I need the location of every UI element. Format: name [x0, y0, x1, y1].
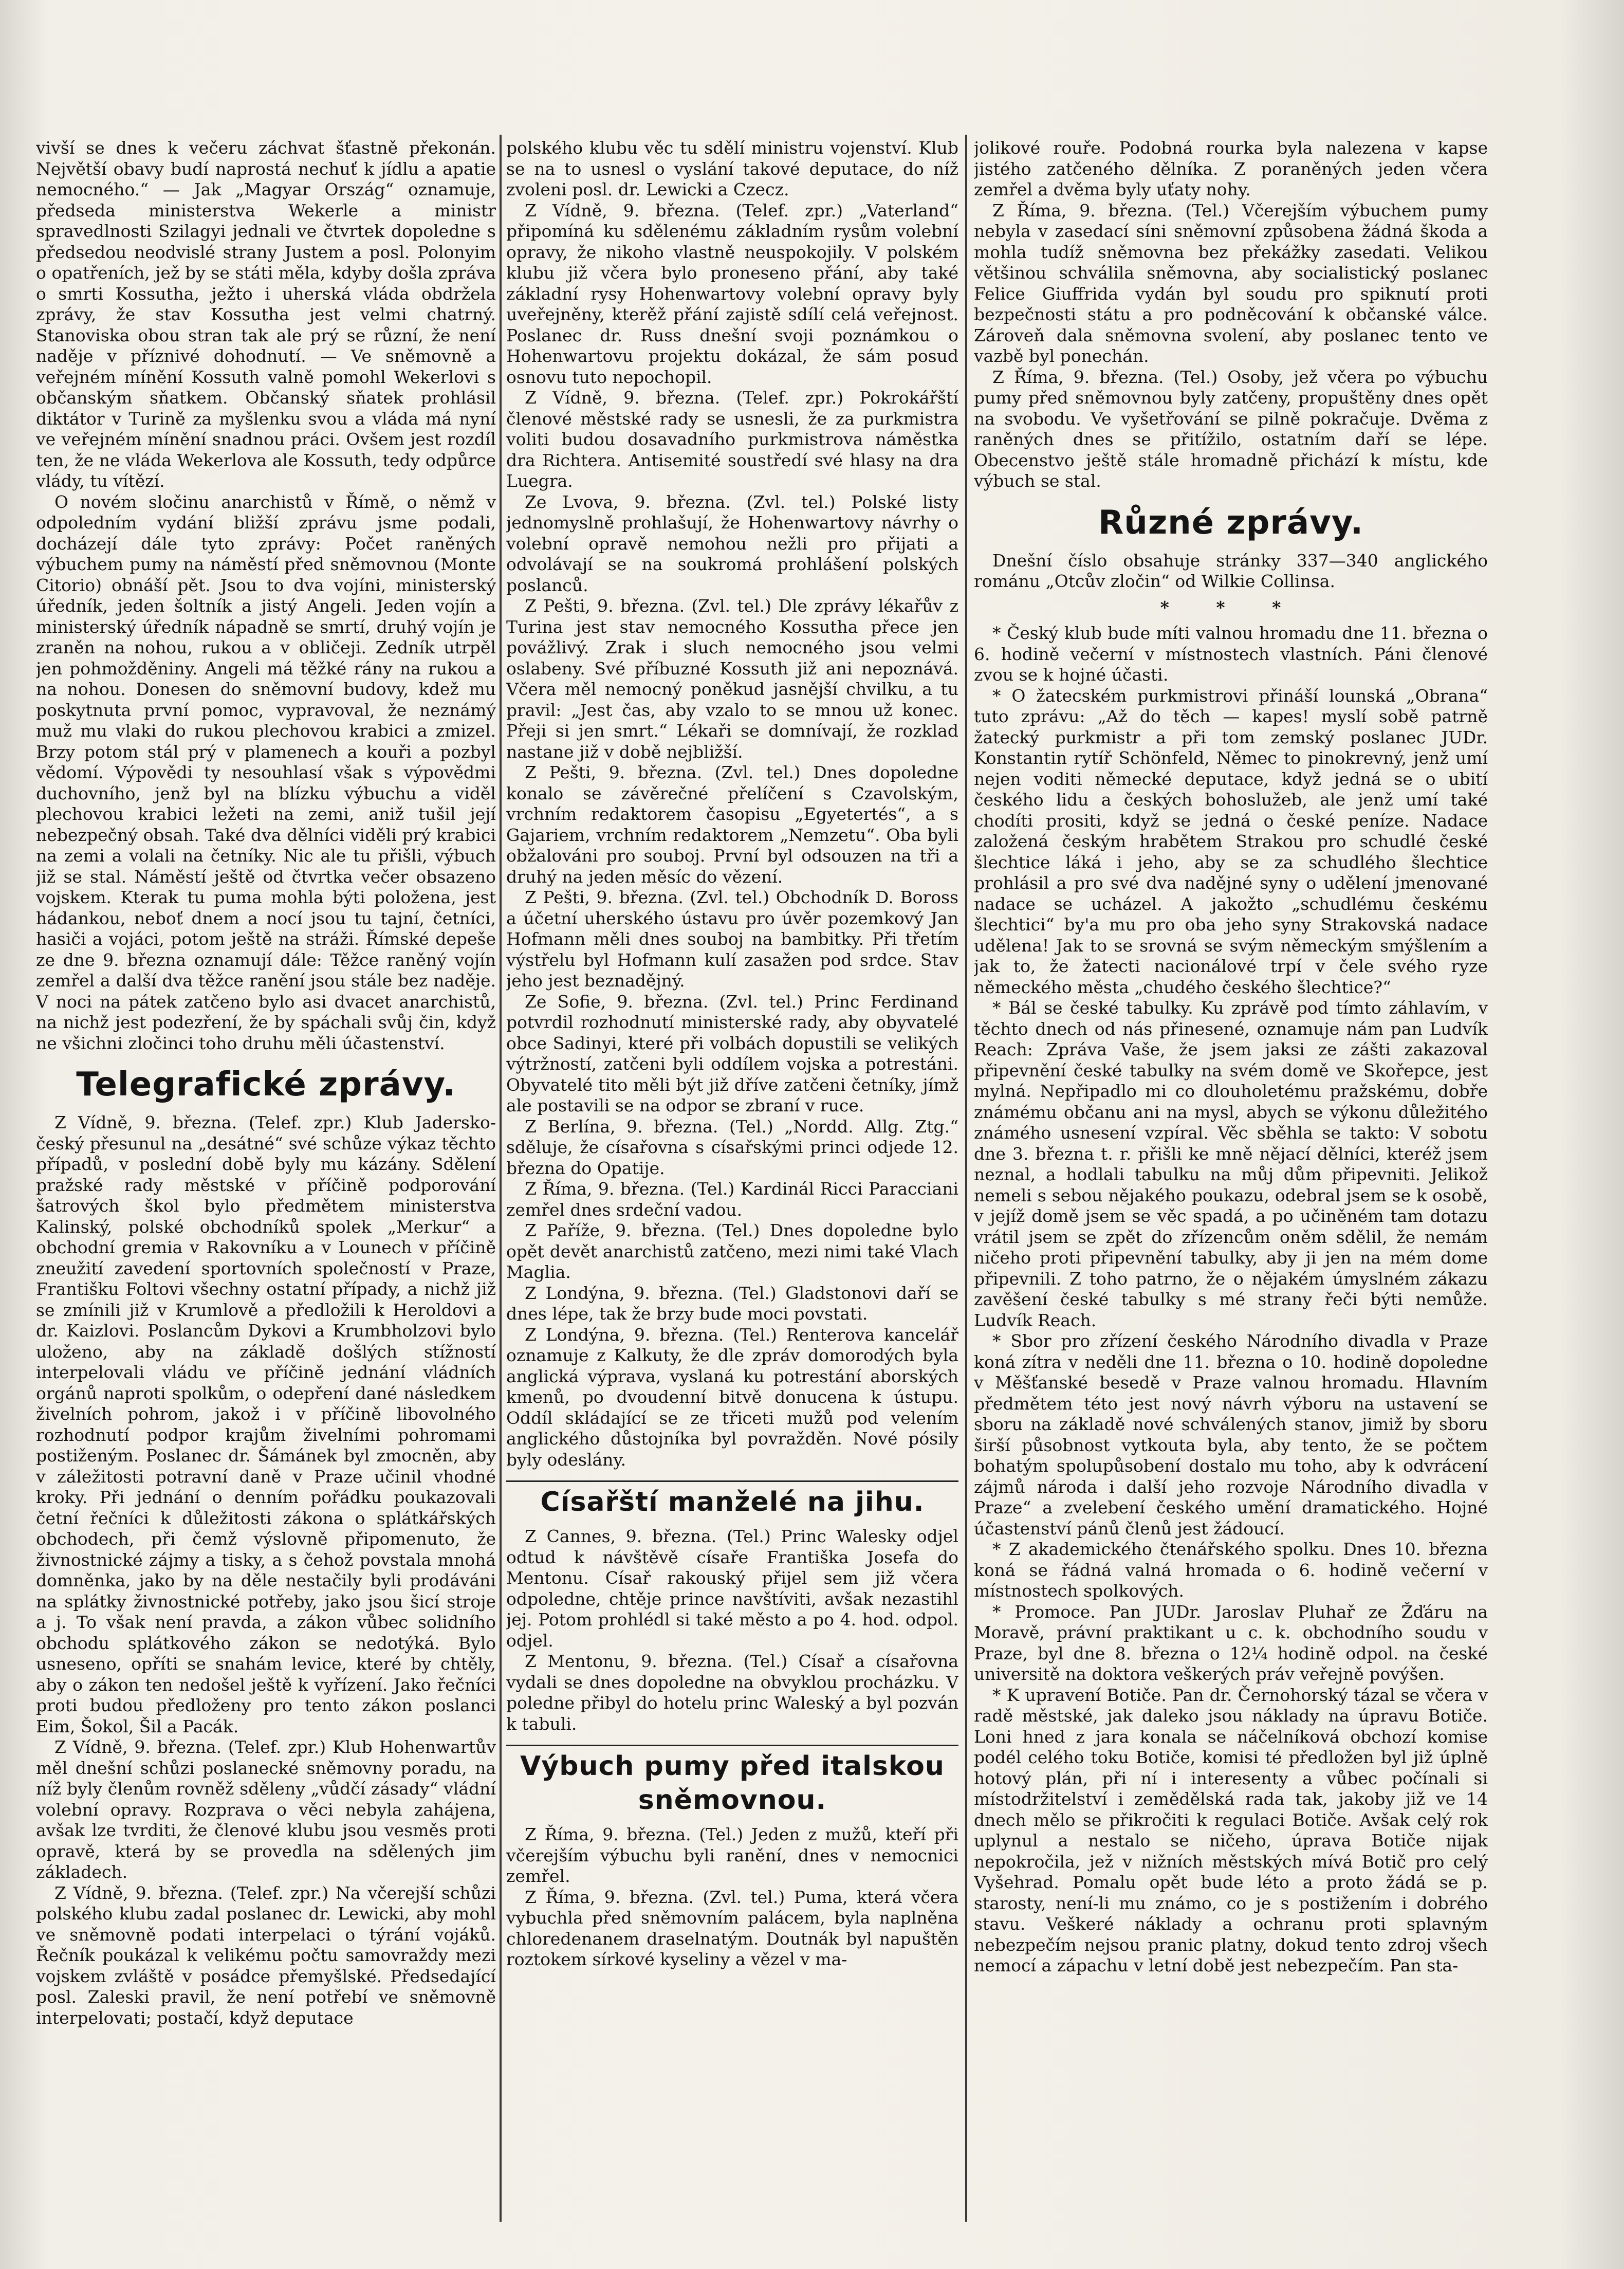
telegram-rome-1: Z Říma, 9. března. (Tel.) Jeden z mužů, kteří při včerejším výbuchu byli ranění, dnes v nemocnici zemřel. — [506, 1824, 958, 1886]
article-rome-anarchists: O novém sločinu anarchistů v Římě, o němž v odpoledním vydání bližší zprávu jsme podali, docházejí dále tyto zprávy: Počet raněných výbuchem pumy na náměstí před sněmovnou (Monte Citorio) obnáší pět. Jsou to dva vojíni, ministerský úředník, jeden šoltník a jistý Angeli. Jeden vojín a ministerský úředník nápadně se smrtí, druhý vojín je zraněn na nohou, rukou a v obličeji. Zedník utrpěl jen pohmožděniny. Angeli má těžké rány na rukou a na nohou. Donesen do sněmovní budovy, kdež mu poskytnuta první pomoc, vypravoval, že neznámý muž mu vlaki do rukou plechovou krabici a zmizel. Brzy potom stál prý v plamenech a kouři a pozbyl vědomí. Výpovědi ty nesouhlasí však s výpovědmi duchovního, jenž byl na blízku výbuchu a viděl plechovou krabici ležeti na zemi, aniž tušil její nebezpečný obsah. Také dva dělníci viděli prý krabici na zemi a volali na četníky. Nic ale tu přišli, výbuch již se stal. Náměstí ještě od čtvrtka večer obsazeno vojskem. Kterak tu puma mohla býti položena, jest hádankou, neboť dnem a nocí jsou tu tajní, četníci, hasiči a vojáci, potom ještě na stráži. Římské depeše ze dne 9. března oznamují dále: Těžce raněný vojín zemřel a další dva těžce ranění jsou stále bez naděje. V noci na pátek zatčeno bylo asi dvacet anarchistů, na nichž jest podezření, že by spáchali svůj čin, když ne všichni zločinci toho druhu měli účastenství. — [36, 491, 496, 1053]
telegram-rome-cardinal: Z Říma, 9. března. (Tel.) Kardinál Ricci Paracciani zemřel dnes srdeční vadou. — [506, 1179, 958, 1220]
telegram-cannes: Z Cannes, 9. března. (Tel.) Princ Walesky odjel odtud k návštěvě císaře Františka Josefa do Mentonu. Císař rakouský přijel sem již včera odpoledne, chtěje prince navštíviti, avšak nezastihl jej. Potom prohlédl si také město a po 4. hod. odpol. odjel. — [506, 1526, 958, 1651]
telegram-rome-2: Z Říma, 9. března. (Zvl. tel.) Puma, která včera vybuchla před sněmovním palácem, byla naplněna chloredenanem draselnatým. Doutnák byl napuštěn roztokem sírkové kyseliny a vězel v ma- — [506, 1887, 958, 1969]
column-1 — [36, 138, 496, 2220]
telegram-continued: polského klubu věc tu sdělí ministru vojenství. Klub se na to usnesl o vyslání takové deputace, do níž zvoleni posl. dr. Lewicki a Czecz. — [506, 138, 958, 199]
telegram-pest-1: Z Pešti, 9. března. (Zvl. tel.) Dle zprávy lékařův z Turina jest stav nemocného Kossutha přece jen povážlivý. Zrak i sluch nemocného jsou velmi oslabeny. Své příbuzné Kossuth již ani nepoznává. Včera měl nemocný poněkud jasnější chvilku, a tu pravil: „Jest čas, aby vzalo to se mnou už konec. Přeji si jen smrt.“ Lékaři se domnívají, že rozklad nastane již v době nejbližší. — [506, 596, 958, 762]
column-rule-right — [965, 135, 967, 2222]
news-botic: * K upravení Botiče. Pan dr. Černohorský tázal se včera v radě městské, jak daleko jsou náklady na úpravu Botiče. Loni hned z jara konala se náčelníková obchozí komise podél celého toku Botiče, komisi té předložen byl již úplně hotový plán, při ní i interesenty a vůbec počínali si místodržitelství i zemědělská rada tak, jakoby již ve 14 dnech mělo se přikročiti k regulaci Botiče. Avšak celý rok uplynul a nestalo se ničeho, úprava Botiče nijak nepokročila, jež v nižních městských mívá Botič pro celý Vyšehrad. Pomalu opět bude léto a proto žádá se p. starosty, není-li mu známo, co je s postižením i dobrého stavu. Veškeré náklady a ochranu proti splavným nebezpečím nejsou pranic platny, dokud tento zdroj všech nemocí a zápachu v letní době jest nebezpečím. Pan sta- — [974, 1685, 1488, 1975]
article-kossuth-continued: vivší se dnes k večeru záchvat šťastně překonán. Největší obavy budí naprostá nechuť k jídlu a apatie nemocného.“ — Jak „Magyar Ország“ oznamuje, předseda ministerstva Wekerle a ministr spravedlnosti Szilagyi jednali ve čtvrtek dopoledne s předsedou neodvislé strany Justem a posl. Polonyim o opatřeních, jež by se státi měla, kdyby došla zpráva o smrti Kossutha, ježto i uherská vláda obdržela zprávy, že stav Kossutha jest velmi chatrný. Stanoviska obou stran tak ale prý se různí, že není naděje v příznivé dohodnutí. — Ve sněmovně a veřejném mínění Kossuth valně pomohl Wekerlovi s občanským sňatkem. Občanský sňatek prohlásil diktátor v Turině za myšlenku svou a vláda má nyní ve veřejném mínění snadnou práci. Ovšem jest rozdíl ten, že ne vláda Wekerlova ale Kossuth, tedy odpůrce vlády, tu vítězí. — [36, 138, 496, 491]
telegram-vienna-1: Z Vídně, 9. března. (Telef. zpr.) Klub Jadersko-český přesunul na „desátné“ své schůze výkaz těchto případů, v poslední době byly mu kázány. Sdělení pražské rady městské v příčině podporování šatrových škol bylo předmětem ministerstva Kalinský, polské obchodníků spolek „Merkur“ a obchodní gremia v Rakovníku a v Lounech v příčině zneužití zavedení sportovních společností v Praze, Františku Foltovi všechny ostatní případy, a nichž již se zmínili již v Krumlově a předložili k Heroldovi a dr. Kaizlovi. Poslancům Dykovi a Krumbholzovi bylo uloženo, aby na základě došlých stížností interpelovali vládu ve příčině jednání vládních orgánů naproti spolkům, o odepření dané následkem živelních pohrom, jakož i v příčině libovolného rozhodnutí podpor krajům živelními pohromami postiženým. Poslanec dr. Šámánek byl zmocněn, aby v záležitosti potravní daně v Praze učinil vhodné kroky. Při jednání o denním pořádku poukazovali četní řečníci k důležitosti zákona o splátkářských obchodech, při čemž výslovně připomenuto, že živnostnické zájmy a tisky, a s čehož povstala mnohá domněnka, jako by na děle nestačily byli prodáváni na splátky živnostnické potřeby, jako jsou šicí stroje a j. To však není pravda, a zákon vůbec solidního obchodu splátkového zákon se nedotýká. Bylo usneseno, opříti se snahám levice, které by chtěly, aby o zákon ten nedošel ještě k vyřízení. Jako řečníci proti budou předloženy pro tento zákon poslanci Eim, Šokol, Šil a Pacák. — [36, 1112, 496, 1736]
telegram-london-2: Z Londýna, 9. března. (Tel.) Renterova kancelář oznamuje z Kalkuty, že dle zpráv domorodých byla anglická výprava, vyslaná ku potrestání aborských kmenů, po dvoudenní bitvě donucena k ústupu. Oddíl skládající se ze třiceti mužů pod velením anglického důstojníka byl povražděn. Nové pósily byly odeslány. — [506, 1324, 958, 1470]
page-edge-marks — [0, 10, 1624, 62]
telegram-paris: Z Paříže, 9. března. (Tel.) Dnes dopoledne bylo opět devět anarchistů zatčeno, mezi nimi také Vlach Maglia. — [506, 1220, 958, 1282]
news-promotion: * Promoce. Pan JUDr. Jaroslav Pluhař ze Žďáru na Moravě, právní praktikant u c. k. obchodního soudu v Praze, byl dne 8. března o 12¼ hodině odpol. na české universitě na doktora veškerých práv veřejně povýšen. — [974, 1601, 1488, 1684]
telegram-rome-arrests: Z Říma, 9. března. (Tel.) Osoby, jež včera po výbuchu pumy před sněmovnou byly zatčeny, propuštěny dnes opět na svobodu. Ve vyšetřování se pilně pokračuje. Dvěma z raněných dnes se přitížilo, ostatním daří se lépe. Obecenstvo ještě stále hromadně přichází k místu, kde výbuch se stal. — [974, 367, 1488, 491]
telegram-sofia: Ze Sofie, 9. března. (Zvl. tel.) Princ Ferdinand potvrdil rozhodnutí ministerské rady, aby obyvatelé obce Sadinyi, které při volbách dopustili se velikých výtržností, zatčeni byli oddílem vojska a potrestáni. Obyvatelé tito měli být již dříve zatčeni četníky, jímž ale postavili se na odpor se zbraní v ruce. — [506, 991, 958, 1115]
news-cesky-klub: * Český klub bude míti valnou hromadu dne 11. března o 6. hodině večerní v místnostech vlastních. Páni členové zvou se k hojné účasti. — [974, 623, 1488, 685]
telegram-pest-2: Z Pešti, 9. března. (Zvl. tel.) Dnes dopoledne konalo se závěrečné přelíčení s Czavolským, vrchním redaktorem časopisu „Egyetertés“, a s Gajariem, vrchním redaktorem „Nemzetu“. Oba byli obžalováni pro souboj. První byl odsouzen na tři a druhý na jeden měsíc do vězení. — [506, 762, 958, 887]
telegram-vienna-2: Z Vídně, 9. března. (Telef. zpr.) Klub Hohenwartův měl dnešní schůzi poslanecké sněmovny poradu, na níž byly členům rovněž sděleny „vůdčí zásady“ vládní volební opravy. Rozprava o věci nebyla zahájena, avšak lze tvrditi, že členové klubu jsou vesměs proti opravě, která by se provedla na sdělených jim základech. — [36, 1737, 496, 1882]
telegram-london-1: Z Londýna, 9. března. (Tel.) Gladstonovi daří se dnes lépe, tak že brzy bude moci povstati. — [506, 1283, 958, 1324]
telegram-menton: Z Mentonu, 9. března. (Tel.) Císař a císařovna vydali se dnes dopoledne na obvyklou procházku. V poledne přibyl do hotelu princ Waleský a byl pozván k tabuli. — [506, 1651, 958, 1734]
column-3 — [974, 138, 1488, 2220]
news-czech-sign: * Bál se české tabulky. Ku zprávě pod tímto záhlavím, v těchto dnech od nás přinesené, oznamuje nám pan Ludvík Reach: Zpráva Vaše, že jsem jaksi ze zášti zakazoval připevnění české tabulky na svém domě ve Skořepce, jest mylná. Nepřipadlo mi co dlouholetému pražskému, dobře známému občanu ani na mysl, abych se výkonu důležitého známého usnesení vzpíral. Věc sběhla se takto: V sobotu dne 3. března t. r. přišli ke mně nějací dělníci, kteréž jsem neznal, a hodlali tabulku na můj dům připevniti. Jelikož nemeli s sebou nějakého poukazu, odebral jsem se k osobě, v jejíž domě jsem se věc spadá, a po učiněném tam dotazu vrátil jsem se zpět do zřízencům oněm sdělil, že nemám ničeho proti připevnění tabulky, aby ji jen na mém dome připevnili. Z toho patrno, že o nějakém úmyslném zákazu zavěšení české tabulky s mé strany řeči býti nemůže. Ludvík Reach. — [974, 998, 1488, 1330]
telegram-vienna-council: Z Vídně, 9. března. (Telef. zpr.) Pokrokářští členové městské rady se usnesli, že za purkmistra voliti budou dosavadního purkmistrova náměstka dra Richtera. Antisemité soustředí své hlasy na dra Luegra. — [506, 388, 958, 491]
section-title-imperial-couple: Císařští manželé na jihu. — [506, 1480, 958, 1519]
novel-notice: Dnešní číslo obsahuje stránky 337—340 anglického románu „Otcův zločin“ od Wilkie Collinsa. — [974, 550, 1488, 591]
telegram-lvov: Ze Lvova, 9. března. (Zvl. tel.) Polské listy jednomyslně prohlašují, že Hohenwartovy návrhy o volební opravě nemohou nežli pro přijati a odvolávají se na soukromá prohlášení polských poslanců. — [506, 491, 958, 595]
telegram-berlin: Z Berlína, 9. března. (Tel.) „Nordd. Allg. Ztg.“ sděluje, že císařovna s císařskými princi odjede 12. března do Opatije. — [506, 1116, 958, 1178]
telegram-vienna-vaterland: Z Vídně, 9. března. (Telef. zpr.) „Vaterland“ připomíná ku sdělenému základním rysům volební opravy, že nikoho vlastně neuspokojily. V polském klubu již včera bylo proneseno přání, aby také základní rysy Hohenwartovy volební opravy byly uveřejněny, kterěž přání zajistě sdílí celá veřejnost. Poslanec dr. Russ dnešní svoji poznámkou o Hohenwartovu projektu dokázal, že sám posud osnovu tuto nepochopil. — [506, 200, 958, 387]
section-title-ruzne: Různé zprávy. — [1098, 503, 1364, 542]
telegram-rome-chamber: Z Říma, 9. března. (Tel.) Včerejším výbuchem pumy nebyla v zasedací síni sněmovní způsobena žádná škoda a mohla tudíž sněmovna bez překážky zasedati. Velikou většinou schválila sněmovna, aby socialistický poslanec Felice Giuffrida vydán byl soudu pro spiknutí proti bezpečnosti státu a pro podněcování k občanské válce. Zároveň dala sněmovna svolení, aby poslanec tento ve vazbě byl ponechán. — [974, 200, 1488, 366]
section-title-telegrafy: Telegrafické zprávy. — [76, 1066, 456, 1104]
section-title-bomb: Výbuch pumy před italskou sněmovnou. — [506, 1745, 958, 1817]
telegram-vienna-3: Z Vídně, 9. března. (Telef. zpr.) Na včerejší schůzi polského klubu zadal poslanec dr. Lewicki, aby mohl ve sněmovně podati interpelaci o týrání vojáků. Řečník poukázal k velikému počtu samovraždy mezi vojskem zvláště v posádce přemyšlské. Předsedající posl. Zaleski pravil, že není potřebí ve sněmovně interpelovati; postačí, když deputace — [36, 1882, 496, 2028]
column-rule-left — [500, 135, 502, 2222]
news-reading-club: * Z akademického čtenářského spolku. Dnes 10. března koná se řádná valná hromada o 6. hodině večerní v místnostech spolkových. — [974, 1539, 1488, 1601]
news-national-theatre: * Sbor pro zřízení českého Národního divadla v Praze koná zítra v neděli dne 11. března o 10. hodině dopoledne v Měšťanské besedě v Praze valnou hromadu. Hlavním předmětem této jest nový návrh výboru na ustavení se sboru na základě nové schválených stanov, jimiž by sboru širší působnost vytkouta byla, aby tento, že se počtem bohatým spolupůsobení dostalo mu toho, aby k odvrácení zájmů národa i další jeho rozvoje Národního divadla v Praze“ a zvelebení českého umění dramatického. Hojné účastenství pánů členů jest žádoucí. — [974, 1331, 1488, 1539]
news-zatec-mayor: * O žatecském purkmistrovi přináší lounská „Obrana“ tuto zprávu: „Až do těch — kapes! myslí sobě patrně žatecký purkmistr a při tom zemský poslanec JUDr. Konstantin rytíř Schönfeld, Němec to pinokrevný, jenž umí nejen voditi německé deputace, když jedná se o ubití českého lidu a českých bohoslužeb, ale jenž umí také chodíti prositi, když se jedná o české peníze. Nadace založená českým hrabětem Strakou pro schudlé české šlechtice láká i jeho, aby se za schudlého šlechtice prohlásil a pro své dva nadějné syny o udělení jmenované nadace se ucházel. A jakožto „schudlému českému šlechtici“ by'a mu pro oba jeho syny Strakovská nadace udělena! Jak to se srovná se svým německým smýšlením a jak to, že žatecti nacionálové trpí v čele svého ryze německého města „chudého českého šlechtice?“ — [974, 685, 1488, 997]
telegram-rome-continued: jolikové rouře. Podobná rourka byla nalezena v kapse jistého zatčeného dělníka. Z poraněných jeden včera zemřel a dvěma byly uťaty nohy. — [974, 138, 1488, 199]
telegram-pest-3: Z Pešti, 9. března. (Zvl. tel.) Obchodník D. Boross a účetní uherského ústavu pro úvěr pozemkový Jan Hofmann měli dnes souboj na bambitky. Při třetím výstřelu byl Hofmann kulí zasažen pod srdce. Stav jeho jest beznadějný. — [506, 887, 958, 991]
column-2 — [506, 138, 958, 2220]
separator-stars: * * * — [1160, 597, 1302, 617]
